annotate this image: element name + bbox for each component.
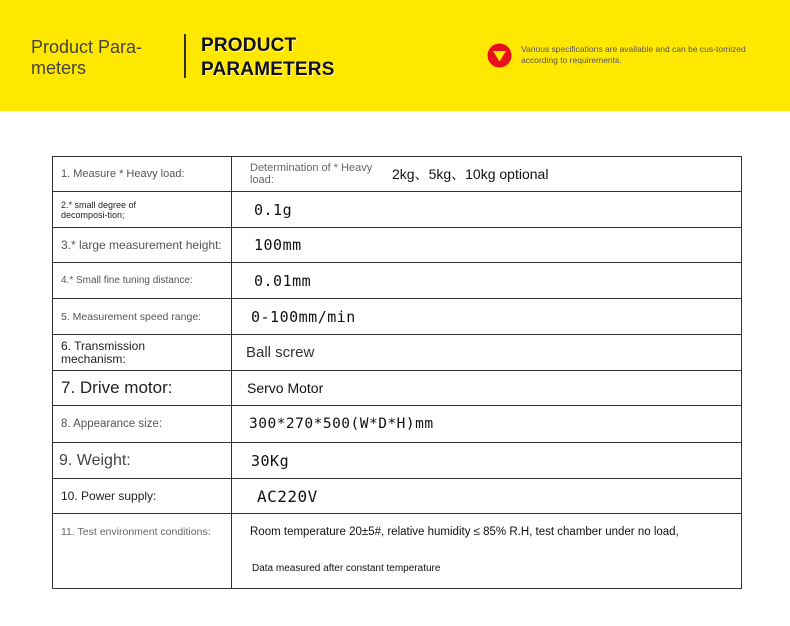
banner-heading bbox=[201, 34, 335, 82]
spec-row-power-supply bbox=[53, 479, 741, 514]
spec-label: 10. Power supply: bbox=[53, 479, 232, 513]
spec-value-text: 2kg、5kg、10kg optional bbox=[392, 166, 549, 182]
spec-row-drive-motor bbox=[53, 371, 741, 406]
spec-label: 7. Drive motor: bbox=[53, 371, 232, 405]
spec-value: Servo Motor bbox=[247, 380, 324, 396]
spec-value: 0-100mm/min bbox=[251, 307, 356, 326]
banner-divider bbox=[184, 34, 186, 78]
spec-value: 0.01mm bbox=[254, 271, 312, 290]
spec-row-measurement-height bbox=[53, 228, 741, 263]
banner-heading-line2: PARAMETERS bbox=[201, 59, 335, 80]
spec-value bbox=[232, 157, 741, 191]
header-banner bbox=[0, 0, 790, 111]
spec-value-line2: Data measured after constant temperature bbox=[252, 563, 441, 574]
spec-row-measure-load bbox=[53, 157, 741, 192]
spec-label: 9. Weight: bbox=[53, 443, 232, 478]
banner-heading-line1: PRODUCT bbox=[201, 35, 297, 56]
spec-label: 1. Measure * Heavy load: bbox=[53, 157, 232, 191]
spec-value-prefix: Determination of * Heavy load: bbox=[250, 162, 373, 186]
spec-row-decomposition bbox=[53, 192, 741, 228]
spec-value: Ball screw bbox=[246, 344, 315, 361]
spec-value: 300*270*500(W*D*H)mm bbox=[249, 416, 434, 432]
spec-value: 100mm bbox=[254, 236, 302, 254]
spec-row-appearance-size bbox=[53, 406, 741, 443]
spec-label: 11. Test environment conditions: bbox=[53, 514, 232, 588]
spec-row-weight bbox=[53, 443, 741, 479]
spec-row-speed-range bbox=[53, 299, 741, 335]
spec-value: 30Kg bbox=[251, 451, 290, 470]
spec-value: 0.1g bbox=[254, 200, 293, 219]
banner-title: Product Para-meters bbox=[31, 37, 143, 78]
spec-value: AC220V bbox=[257, 486, 318, 506]
banner-note: Various specifications are available and can be cus-tomized according to requirements. bbox=[521, 44, 746, 65]
spec-table bbox=[52, 156, 742, 589]
spec-label: 6. Transmission mechanism: bbox=[53, 335, 232, 370]
down-triangle-badge-icon bbox=[487, 43, 512, 68]
spec-label: 8. Appearance size: bbox=[53, 406, 232, 442]
spec-label: 4.* Small fine tuning distance: bbox=[53, 263, 232, 298]
spec-label: 5. Measurement speed range: bbox=[53, 299, 232, 334]
spec-row-fine-tuning bbox=[53, 263, 741, 299]
spec-value bbox=[232, 514, 741, 588]
spec-row-transmission bbox=[53, 335, 741, 371]
spec-value-line1: Room temperature 20±5#, relative humidity ≤ 85% R.H, test chamber under no load, bbox=[250, 526, 679, 538]
spec-label: 2.* small degree of decomposi-tion; bbox=[53, 192, 232, 227]
spec-row-test-environment bbox=[53, 514, 741, 588]
spec-label: 3.* large measurement height: bbox=[53, 228, 232, 262]
